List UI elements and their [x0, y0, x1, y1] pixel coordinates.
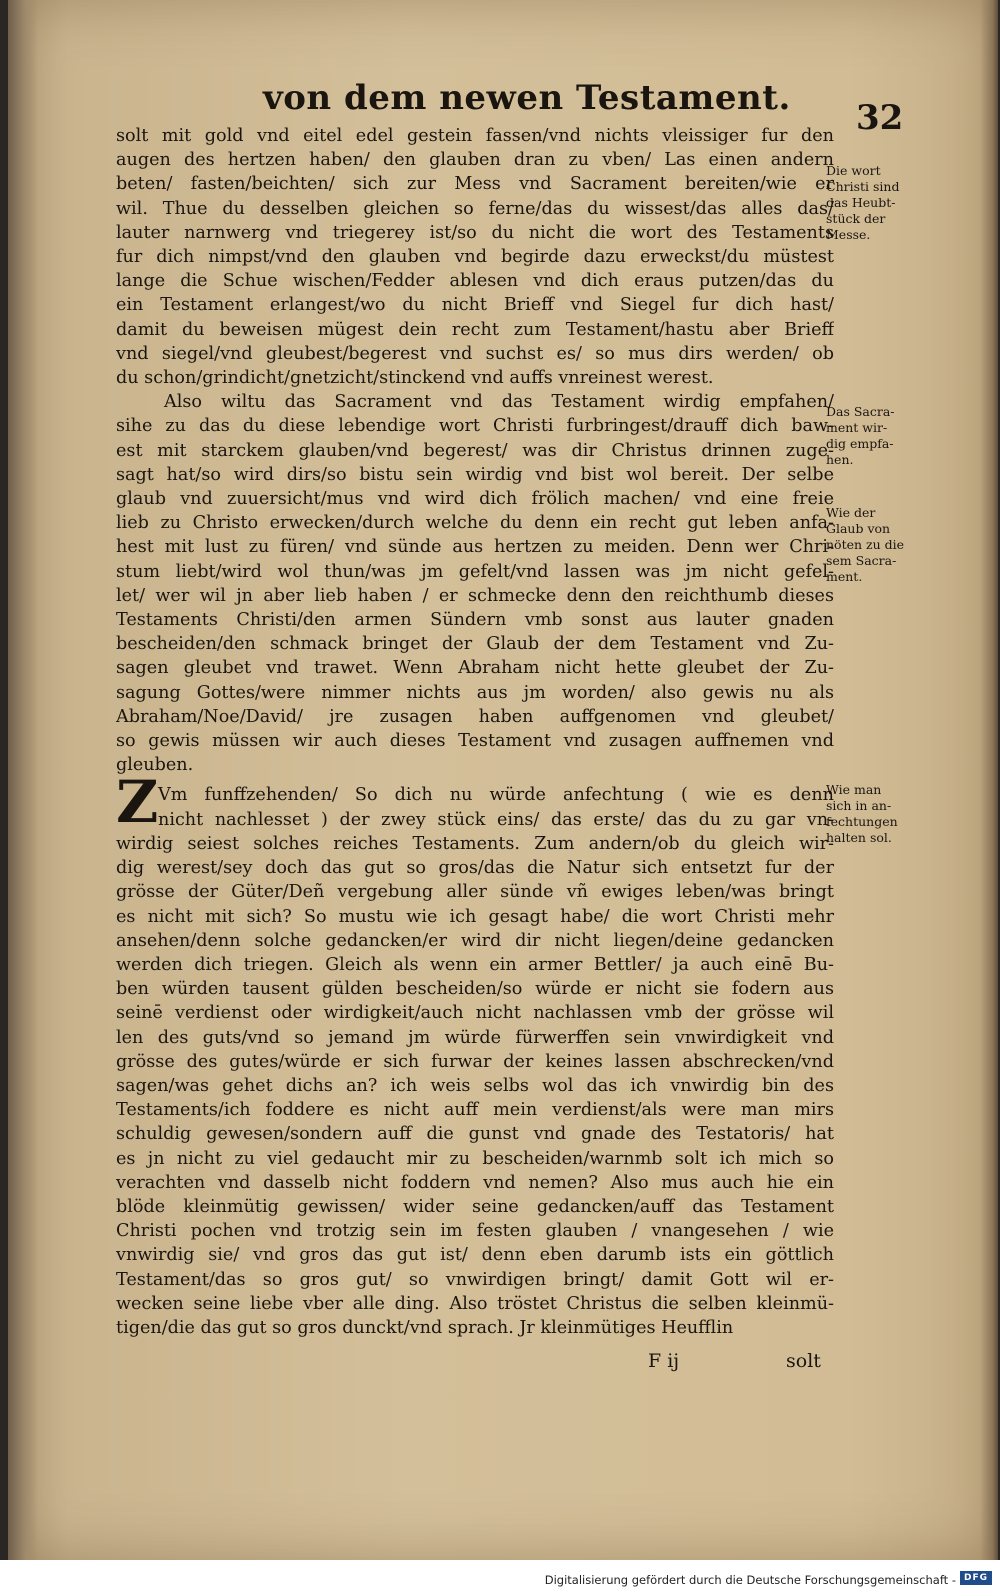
- margin-note-line: dig empfa-: [826, 436, 894, 451]
- margin-note-line: Messe.: [826, 227, 871, 242]
- text-line: sihe zu das du diese lebendige wort Christi furbringest/drauff dich baw-: [116, 416, 834, 437]
- text-line: sagung Gottes/were nimmer nichts aus jm worden/ also gewis nu als: [116, 682, 834, 703]
- text-line: nicht nachlesset ) der zwey stück eins/ das erste/ das du zu gar vn-: [158, 809, 834, 830]
- margin-note-1: [826, 163, 926, 243]
- margin-note-line: Wie der: [826, 505, 876, 520]
- text-block: [116, 124, 834, 1340]
- text-line: solt mit gold vnd eitel edel gestein fassen/vnd nichts vleissiger fur den: [116, 126, 834, 146]
- margin-note-line: Christi sind: [826, 179, 900, 194]
- text-line: grösse der Güter/Deñ vergebung aller sünde vñ ewiges leben/was bringt: [116, 882, 834, 903]
- margin-note-4: [826, 782, 926, 846]
- text-line: Also wiltu das Sacrament vnd das Testament wirdig empfahen/: [164, 392, 834, 413]
- text-line: fur dich nimpst/vnd den glauben vnd begirde dazu erweckst/du müstest: [116, 247, 834, 268]
- margin-note-line: Die wort: [826, 163, 881, 178]
- margin-note-line: sich in an-: [826, 798, 892, 813]
- margin-note-line: nöten zu die: [826, 537, 905, 552]
- text-line: wil. Thue du desselben gleichen so ferne/das du wissest/das alles das/: [116, 198, 834, 219]
- text-line: Testament/das so gros gut/ so vnwirdigen bringt/ damit Gott wil er-: [116, 1269, 834, 1290]
- text-line: sagt hat/so wird dirs/so bistu sein wirdig vnd bist wol bereit. Der selbe: [116, 464, 834, 485]
- footer-credit: Digitalisierung gefördert durch die Deutsche Forschungsgemeinschaft -: [544, 1573, 956, 1587]
- text-line: damit du beweisen mügest dein recht zum Testament/hastu aber Brieff: [116, 319, 834, 340]
- text-line: wecken seine liebe vber alle ding. Also tröstet Christus die selben kleinmü-: [116, 1293, 834, 1314]
- text-line: Testaments Christi/den armen Sündern vmb sonst aus lauter gnaden: [116, 610, 834, 631]
- text-line: Abraham/Noe/David/ jre zusagen haben auffgenomen vnd gleubet/: [116, 706, 834, 727]
- signature-mark: F ij: [648, 1350, 680, 1372]
- text-line: Christi pochen vnd trotzig sein im festen glauben / vnangesehen / wie: [116, 1221, 834, 1242]
- book-page: [8, 0, 998, 1560]
- text-line: hest mit lust zu füren/ vnd sünde aus hertzen zu meiden. Denn wer Chri-: [116, 537, 834, 558]
- text-line: wirdig seiest solches reiches Testaments. Zum andern/ob du gleich wir-: [116, 833, 834, 854]
- text-line: let/ wer wil jn aber lieb haben / er schmecke denn den reichthumb dieses: [116, 585, 834, 606]
- text-line: bescheiden/den schmack bringet der Glaub der dem Testament vnd Zu-: [116, 634, 834, 655]
- text-line: ben würden tausent gülden bescheiden/so würde er nicht sie fodern aus: [116, 979, 834, 1000]
- text-line: tigen/die das gut so gros dunckt/vnd sprach. Jr kleinmütiges Heufflin: [116, 1317, 734, 1338]
- page-edge: [980, 0, 998, 1560]
- margin-note-line: Das Sacra-: [826, 404, 895, 419]
- text-line: ansehen/denn solche gedancken/er wird dir nicht liegen/deine gedancken: [116, 930, 834, 951]
- initial-letter: Z: [116, 768, 159, 836]
- text-line: grösse des gutes/würde er sich furwar der keines lassen abschrecken/vnd: [116, 1051, 834, 1072]
- text-line: blöde kleinmütig gewissen/ wider seine gedancken/auff das Testament: [116, 1196, 834, 1217]
- folio-number: 32: [856, 98, 904, 138]
- margin-note-line: Glaub von: [826, 521, 891, 536]
- dfg-logo-badge: DFG: [960, 1571, 992, 1585]
- text-line: est mit starckem glauben/vnd begerest/ was dir Christus drinnen zuge-: [116, 440, 834, 461]
- page-gutter: [8, 0, 38, 1560]
- text-line: werden dich triegen. Gleich als wenn ein armer Bettler/ ja auch einē Bu-: [116, 954, 834, 975]
- text-line: es nicht mit sich? So mustu wie ich gesagt habe/ die wort Christi mehr: [116, 906, 834, 927]
- margin-note-line: halten sol.: [826, 830, 892, 845]
- catchword: solt: [786, 1350, 821, 1372]
- margin-note-line: stück der: [826, 211, 886, 226]
- text-line: verachten vnd dasselb nicht foddern vnd nemen? Also mus auch hie ein: [116, 1172, 834, 1193]
- text-line: sagen gleubet vnd trawet. Wenn Abraham nicht hette gleubet der Zu-: [116, 658, 834, 679]
- text-line: lauter narnwerg vnd triegerey ist/so du nicht die wort des Testaments: [116, 222, 834, 243]
- text-line: seinē verdienst oder wirdigkeit/auch nicht nachlassen vmb der grösse wil: [116, 1003, 834, 1024]
- text-line: len des guts/vnd so jemand jm würde fürwerffen sein vnwirdigkeit vnd: [116, 1027, 834, 1048]
- margin-note-line: sem Sacra-: [826, 553, 897, 568]
- text-line: ein Testament erlangest/wo du nicht Brieff vnd Siegel fur dich hast/: [116, 295, 834, 316]
- margin-note-line: das Heubt-: [826, 195, 896, 210]
- margin-note-2: [826, 404, 926, 468]
- text-line: dig werest/sey doch das gut so gros/das die Natur sich entsetzt fur der: [116, 858, 834, 879]
- text-line: gleuben.: [116, 755, 194, 776]
- margin-note-3: [826, 505, 926, 585]
- text-line: stum liebt/wird wol thun/was jm gefelt/vnd lassen was jm nicht gefel-: [116, 561, 834, 582]
- text-line: lieb zu Christo erwecken/durch welche du denn ein recht gut leben anfa-: [116, 513, 834, 534]
- margin-note-line: ment wir-: [826, 420, 888, 435]
- text-line: schuldig gewesen/sondern auff die gunst vnd gnade des Testatoris/ hat: [116, 1124, 834, 1145]
- text-line: augen des hertzen haben/ den glauben dran zu vben/ Las einen andern: [116, 150, 834, 171]
- text-line: du schon/grindicht/gnetzicht/stinckend vnd auffs vnreinest werest.: [116, 368, 714, 389]
- text-line: so gewis müssen wir auch dieses Testament vnd zusagen auffnemen vnd: [116, 731, 834, 752]
- margin-note-line: fechtungen: [826, 814, 898, 829]
- margin-note-line: hen.: [826, 452, 854, 467]
- text-line: lange die Schue wischen/Fedder ablesen vnd dich eraus putzen/das du: [116, 271, 834, 292]
- text-line: es jn nicht zu viel gedaucht mir zu bescheiden/warnmb solt ich mich so: [116, 1148, 834, 1169]
- text-line: sagen/was gehet dichs an? ich weis selbs wol das ich vnwirdig bin des: [116, 1075, 834, 1096]
- text-line: beten/ fasten/beichten/ sich zur Mess vnd Sacrament bereiten/wie er: [116, 174, 834, 195]
- running-head: von dem newen Testament.: [263, 78, 791, 118]
- text-line: vnwirdig sie/ vnd gros das gut ist/ denn eben darumb ists ein göttlich: [116, 1245, 834, 1266]
- margin-note-line: ment.: [826, 569, 863, 584]
- text-line: vnd siegel/vnd gleubest/begerest vnd suchst es/ so mus dirs werden/ ob: [116, 343, 834, 364]
- text-line: Vm funffzehenden/ So dich nu würde anfechtung ( wie es denn: [158, 785, 834, 806]
- text-line: glaub vnd zuuersicht/mus vnd wird dich frölich machen/ vnd eine freie: [116, 489, 834, 510]
- margin-note-line: Wie man: [826, 782, 882, 797]
- text-line: Testaments/ich foddere es nicht auff mein verdienst/als were man mirs: [116, 1100, 834, 1121]
